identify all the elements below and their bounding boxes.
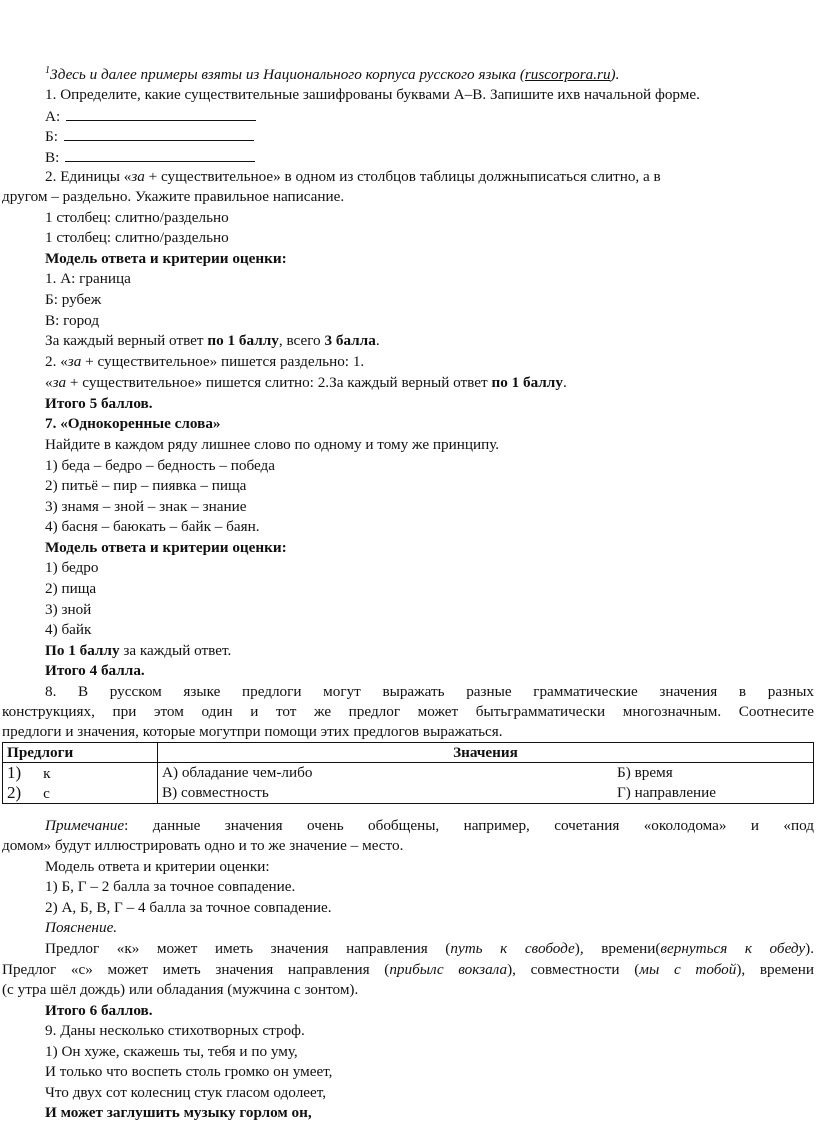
model1-heading: Модель ответа и критерии оценки: <box>45 250 287 267</box>
answer-line-a: А: <box>45 106 256 127</box>
model1-answer-v: В: город <box>45 312 100 329</box>
header-meanings: Значения <box>158 743 814 763</box>
task7-heading: 7. «Однокоренные слова» <box>45 415 221 432</box>
table-cell-meanings: В) совместность Г) направление <box>158 783 814 804</box>
task2-col2: 1 столбец: слитно/раздельно <box>45 229 229 246</box>
task8-explanation-line2: Предлог «с» может иметь значения направления (прибылс вокзала), совместности (мы с тобой), времени <box>2 961 814 978</box>
answer-line-b: Б: <box>45 126 254 147</box>
table-cell-prep: 1) к <box>3 763 158 784</box>
task7-model-heading: Модель ответа и критерии оценки: <box>45 539 287 556</box>
task2-col1: 1 столбец: слитно/раздельно <box>45 209 229 226</box>
task7-score: По 1 баллу за каждый ответ. <box>45 642 232 659</box>
table-cell-prep: 2) с <box>3 783 158 804</box>
model1-score: За каждый верный ответ по 1 баллу, всего 3 балла. <box>45 332 380 349</box>
task8-note-line1: Примечание: данные значения очень обобщены, например, сочетания «околодома» и «под <box>45 817 814 834</box>
poem-line-1: 1) Он хуже, скажешь ты, тебя и по уму, <box>45 1043 298 1060</box>
task8-note-line2: домом» будут иллюстрировать одно и то же значение – место. <box>2 837 404 854</box>
task7-row-2: 2) питьё – пир – пиявка – пища <box>45 477 247 494</box>
task7-answer-1: 1) бедро <box>45 559 99 576</box>
task8-explanation-heading: Пояснение. <box>45 919 118 936</box>
ruscorpora-link[interactable]: ruscorpora.ru <box>524 66 611 83</box>
task8-model-heading: Модель ответа и критерии оценки: <box>45 858 270 875</box>
task8-para-line2: конструкциях, при этом один и тот же предлог может бытьграмматически многозначным. Соотнесите <box>2 703 814 720</box>
model1-rule1: 2. «за + существительное» пишется раздельно: 1. <box>45 353 365 370</box>
model1-answer-b: Б: рубеж <box>45 291 102 308</box>
task7-row-1: 1) беда – бедро – бедность – победа <box>45 457 275 474</box>
task7-row-3: 3) знамя – зной – знак – знание <box>45 498 247 515</box>
task7-row-4: 4) басня – баюкать – байк – баян. <box>45 518 260 535</box>
task8-explanation-line3: (с утра шёл дождь) или обладания (мужчина с зонтом). <box>2 981 359 998</box>
task8-total: Итого 6 баллов. <box>45 1002 153 1019</box>
task8-answer-1: 1) Б, Г – 2 балла за точное совпадение. <box>45 878 296 895</box>
footnote: $^1$Здесь и далее примеры взяты из Национального корпуса русского языка (ruscorpora.ru). <box>45 64 620 83</box>
answer-line-v: В: <box>45 147 255 168</box>
table-row <box>3 783 814 804</box>
task9-heading: 9. Даны несколько стихотворных строф. <box>45 1022 305 1039</box>
task8-para-line1: 8. В русском языке предлоги могут выражать разные грамматические значения в разных <box>45 683 814 700</box>
table-header-row <box>3 743 814 763</box>
prepositions-table <box>2 742 814 804</box>
task8-explanation-line1: Предлог «к» может иметь значения направления (путь к свободе), времени(вернуться к обеду). <box>45 940 815 957</box>
task8-para-line3: предлоги и значения, которые могутпри помощи этих предлогов выражаться. <box>2 723 503 740</box>
header-prepositions: Предлоги <box>3 743 158 763</box>
task7-answer-3: 3) зной <box>45 601 92 618</box>
poem-line-2: И только что воспеть столь громко он умеет, <box>45 1063 333 1080</box>
task2-line1: 2. Единицы «за + существительное» в одном из столбцов таблицы должныписаться слитно, а в <box>45 168 661 185</box>
poem-line-4: И может заглушить музыку горлом он, <box>45 1104 312 1121</box>
poem-line-3: Что двух сот колесниц стук гласом одолеет, <box>45 1084 327 1101</box>
task1-title: 1. Определите, какие существительные зашифрованы буквами А–В. Запишите ихв начальной форме. <box>45 86 700 103</box>
table-cell-meanings: А) обладание чем-либо Б) время <box>158 763 814 784</box>
model1-rule2: «за + существительное» пишется слитно: 2.За каждый верный ответ по 1 баллу. <box>45 374 567 391</box>
task7-instruction: Найдите в каждом ряду лишнее слово по одному и тому же принципу. <box>45 436 500 453</box>
task7-answer-4: 4) байк <box>45 621 92 638</box>
model1-answer-a: 1. А: граница <box>45 270 131 287</box>
task7-answer-2: 2) пища <box>45 580 97 597</box>
task2-line2: другом – раздельно. Укажите правильное написание. <box>2 188 345 205</box>
task7-total: Итого 4 балла. <box>45 662 145 679</box>
task8-answer-2: 2) А, Б, В, Г – 4 балла за точное совпадение. <box>45 899 332 916</box>
table-row <box>3 763 814 784</box>
model1-total: Итого 5 баллов. <box>45 395 153 412</box>
